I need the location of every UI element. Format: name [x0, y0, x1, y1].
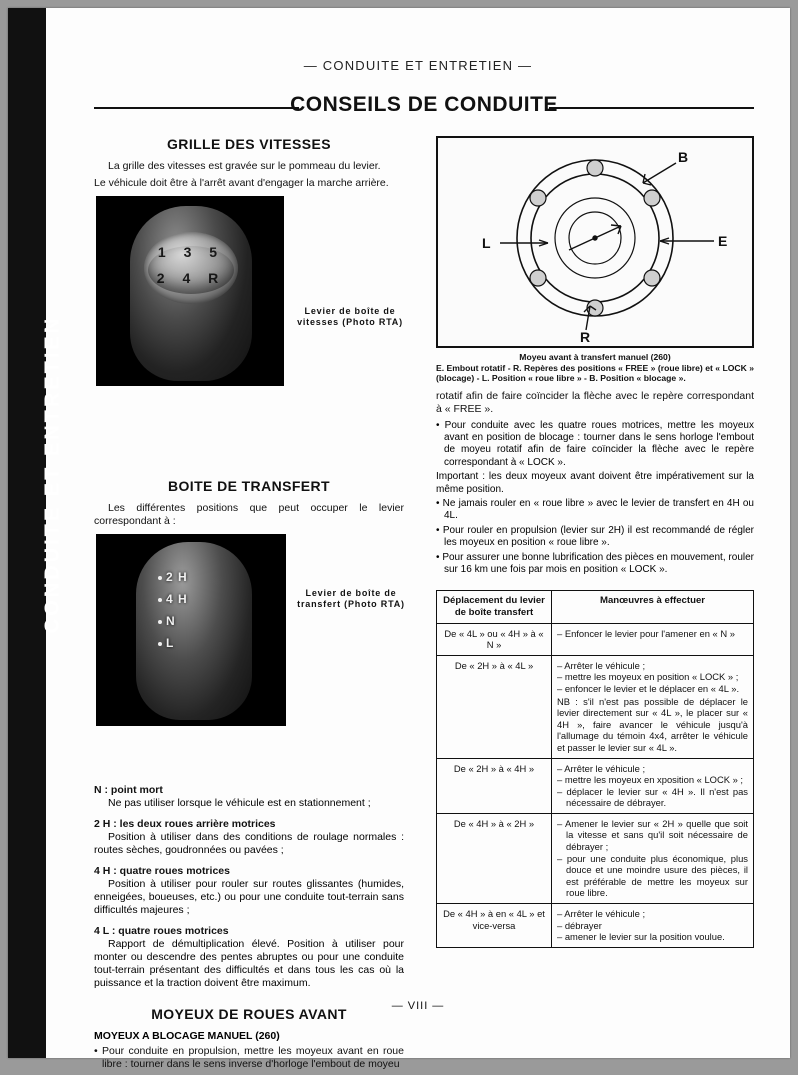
table-row [437, 758, 754, 813]
action-item: – Arrêter le véhicule ; [557, 659, 646, 671]
photo-transfer-lever [96, 534, 286, 726]
definition-term-2: 4 H : quatre roues motrices [94, 865, 230, 877]
figure-label-b: B [678, 149, 689, 165]
table-header-0: Déplacement du levier de boîte transfert [437, 591, 552, 623]
heading-moyeux-de-roues-avant: MOYEUX DE ROUES AVANT [151, 1006, 347, 1022]
grille-para-2: Le véhicule doit être à l'arrêt avant d'engager la marche arrière. [94, 177, 389, 189]
figure-caption-title: Moyeu avant à transfert manuel (260) [519, 352, 671, 362]
transfer-label-4h: 4 H [166, 592, 188, 606]
figure-front-hub [436, 136, 754, 348]
table-row [437, 904, 754, 948]
table-cell-move-3: De « 4H » à « 2H » [437, 813, 552, 903]
right-continuation-text: rotatif afin de faire coïncider la flèche avec le repère correspondant à « FREE ». [436, 389, 754, 415]
definition-text-0: Ne pas utiliser lorsque le véhicule est en stationnement ; [108, 797, 371, 809]
action-item: – Enfoncer le levier pour l'amener en « N » [557, 627, 735, 639]
subheading-moyeux-blocage-manuel: MOYEUX A BLOCAGE MANUEL (260) [94, 1030, 280, 1042]
right-bullet-2: • Ne jamais rouler en « roue libre » avec le levier de transfert en 4H ou 4L. [436, 497, 754, 522]
table-cell-move-1: De « 2H » à « 4L » [437, 655, 552, 758]
table-cell-move-2: De « 2H » à « 4H » [437, 758, 552, 813]
gear-knob-face [144, 232, 238, 304]
transfer-label-n: N [166, 614, 176, 628]
right-column [436, 136, 754, 948]
action-item: – Amener le levier sur « 2H » quelle que soit la vitesse et sans qu'il soit nécessaire de débrayer ; [557, 817, 748, 853]
action-item: – débrayer [557, 919, 602, 931]
table-row [437, 623, 754, 655]
page-title: CONSEILS DE CONDUITE [290, 93, 558, 116]
action-item: – amener le levier sur la position voulue. [557, 931, 725, 943]
action-item: – Arrêter le véhicule ; [557, 908, 646, 920]
transfer-label-2h: 2 H [166, 570, 188, 584]
right-bullet-3: • Pour rouler en propulsion (levier sur 2H) il est recommandé de régler les moyeux en position « roue libre ». [436, 524, 754, 549]
left-column [94, 136, 404, 1075]
definition-text-2: Position à utiliser pour rouler sur routes glissantes (humides, enneigées, boueuses, etc.) ou pour une conduite tout-terrain sans difficultés majeures ; [94, 878, 404, 916]
table-row [437, 655, 754, 758]
position-definitions [94, 784, 404, 990]
table-header-row [437, 591, 754, 623]
transfer-label-l: L [166, 636, 175, 650]
definition-text-1: Position à utiliser dans des conditions de roulage normales : routes sèches, goudronnées ou pavées ; [94, 831, 404, 856]
definition-term-0: N : point mort [94, 784, 163, 796]
action-item: – pour une conduite plus économique, plus douce et une moindre usure des pièces, il est préférable de mettre les moyeux sur roue libre. [557, 852, 748, 899]
right-bullet-list [436, 420, 754, 577]
running-head: — CONDUITE ET ENTRETIEN — [303, 58, 533, 73]
photo-gear-lever-caption: Levier de boîte de vitesses (Photo RTA) [297, 306, 403, 327]
hub-diagram-svg [438, 138, 752, 346]
heading-grille-des-vitesses: GRILLE DES VITESSES [167, 136, 331, 152]
grille-para-1: La grille des vitesses est gravée sur le pommeau du levier. [108, 160, 381, 172]
transfert-para-1: Les différentes positions que peut occuper le levier correspondant à : [94, 502, 404, 527]
definition-term-3: 4 L : quatre roues motrices [94, 925, 229, 937]
right-bullet-4: • Pour assurer une bonne lubrification des pièces en mouvement, rouler sur 16 km une fois par mois en position « LOCK ». [436, 551, 754, 575]
transfer-dot-2 [158, 598, 162, 602]
page-title-block [94, 94, 754, 120]
table-header-1: Manœuvres à effectuer [552, 591, 754, 623]
side-tab [8, 8, 64, 1058]
table-cell-actions-0 [552, 623, 754, 655]
table-cell-actions-1 [552, 655, 754, 758]
side-tab-label: CONDUITE ET ENTRETIEN [41, 315, 64, 634]
transfer-dot-3 [158, 620, 162, 624]
figure-label-e: E [718, 233, 728, 249]
figure-caption-text: E. Embout rotatif - R. Repères des positions « FREE » (roue libre) et « LOCK » (blocage) - L. Position « roue libre » - B. Position « blocage ». [436, 362, 754, 383]
heading-boite-de-transfert: BOITE DE TRANSFERT [168, 478, 330, 494]
action-item: – Arrêter le véhicule ; [557, 762, 646, 774]
gear-pattern-row-1: 1 3 5 [157, 244, 225, 260]
action-item: – mettre les moyeux en position « LOCK » ; [557, 671, 739, 683]
right-bullet-1: • Pour conduite avec les quatre roues motrices, mettre les moyeux avant en position de blocage : tourner dans le sens horloge l'embout de moyeu rotatif afin de faire coïncider la flèche avec le repère correspondant à « LOCK ». [436, 419, 754, 468]
table-cell-actions-3 [552, 813, 754, 903]
action-item: – déplacer le levier sur « 4H ». Il n'est pas nécessaire de débrayer. [557, 785, 748, 809]
moyeux-bullet-1: • Pour conduite en propulsion, mettre les moyeux avant en roue libre : tourner dans le sens inverse d'horloge l'embout de moyeu [94, 1045, 404, 1070]
transfer-dot-1 [158, 576, 162, 580]
table-cell-move-0: De « 4L » ou « 4H » à « N » [437, 623, 552, 655]
action-item: – mettre les moyeux en xposition « LOCK » ; [557, 774, 744, 786]
action-note: NB : s'il n'est pas possible de déplacer le levier directement sur « 4L », le placer sur « 4H », faire avancer le véhicule jusqu'à l'allumage du témoin 4x4, arrêter le véhicule et passer le levier sur « 4L ». [557, 695, 748, 753]
photo-gear-lever [96, 196, 284, 386]
table-cell-actions-4 [552, 904, 754, 948]
gear-pattern-row-2: 2 4 R [156, 270, 226, 286]
gear-knob [130, 206, 252, 381]
action-item: – enfoncer le levier et le déplacer en « 4L ». [557, 682, 740, 694]
maneuvers-table [436, 590, 754, 947]
figure-label-l: L [482, 235, 491, 251]
transfer-knob [136, 542, 252, 720]
table-cell-move-4: De « 4H » à en « 4L » et vice-versa [437, 904, 552, 948]
page-number: — VIII — [391, 1000, 445, 1012]
photo-transfer-lever-caption: Levier de boîte de transfert (Photo RTA) [297, 588, 405, 609]
definition-term-1: 2 H : les deux roues arrière motrices [94, 818, 276, 830]
page-content [46, 8, 790, 1070]
table-row [437, 813, 754, 903]
document-page [8, 8, 790, 1070]
figure-label-r: R [580, 329, 591, 345]
right-important-note: Important : les deux moyeux avant doivent être impérativement sur la même position. [436, 471, 754, 495]
definition-text-3: Rapport de démultiplication élevé. Position à utiliser pour monter ou descendre des pentes abruptes ou pour une conduite tout-terrain présentant des difficultés et dans tous les cas où la puissance et la traction doivent être maximum. [94, 938, 404, 989]
table-cell-actions-2 [552, 758, 754, 813]
transfer-dot-4 [158, 642, 162, 646]
figure-caption [436, 352, 754, 384]
